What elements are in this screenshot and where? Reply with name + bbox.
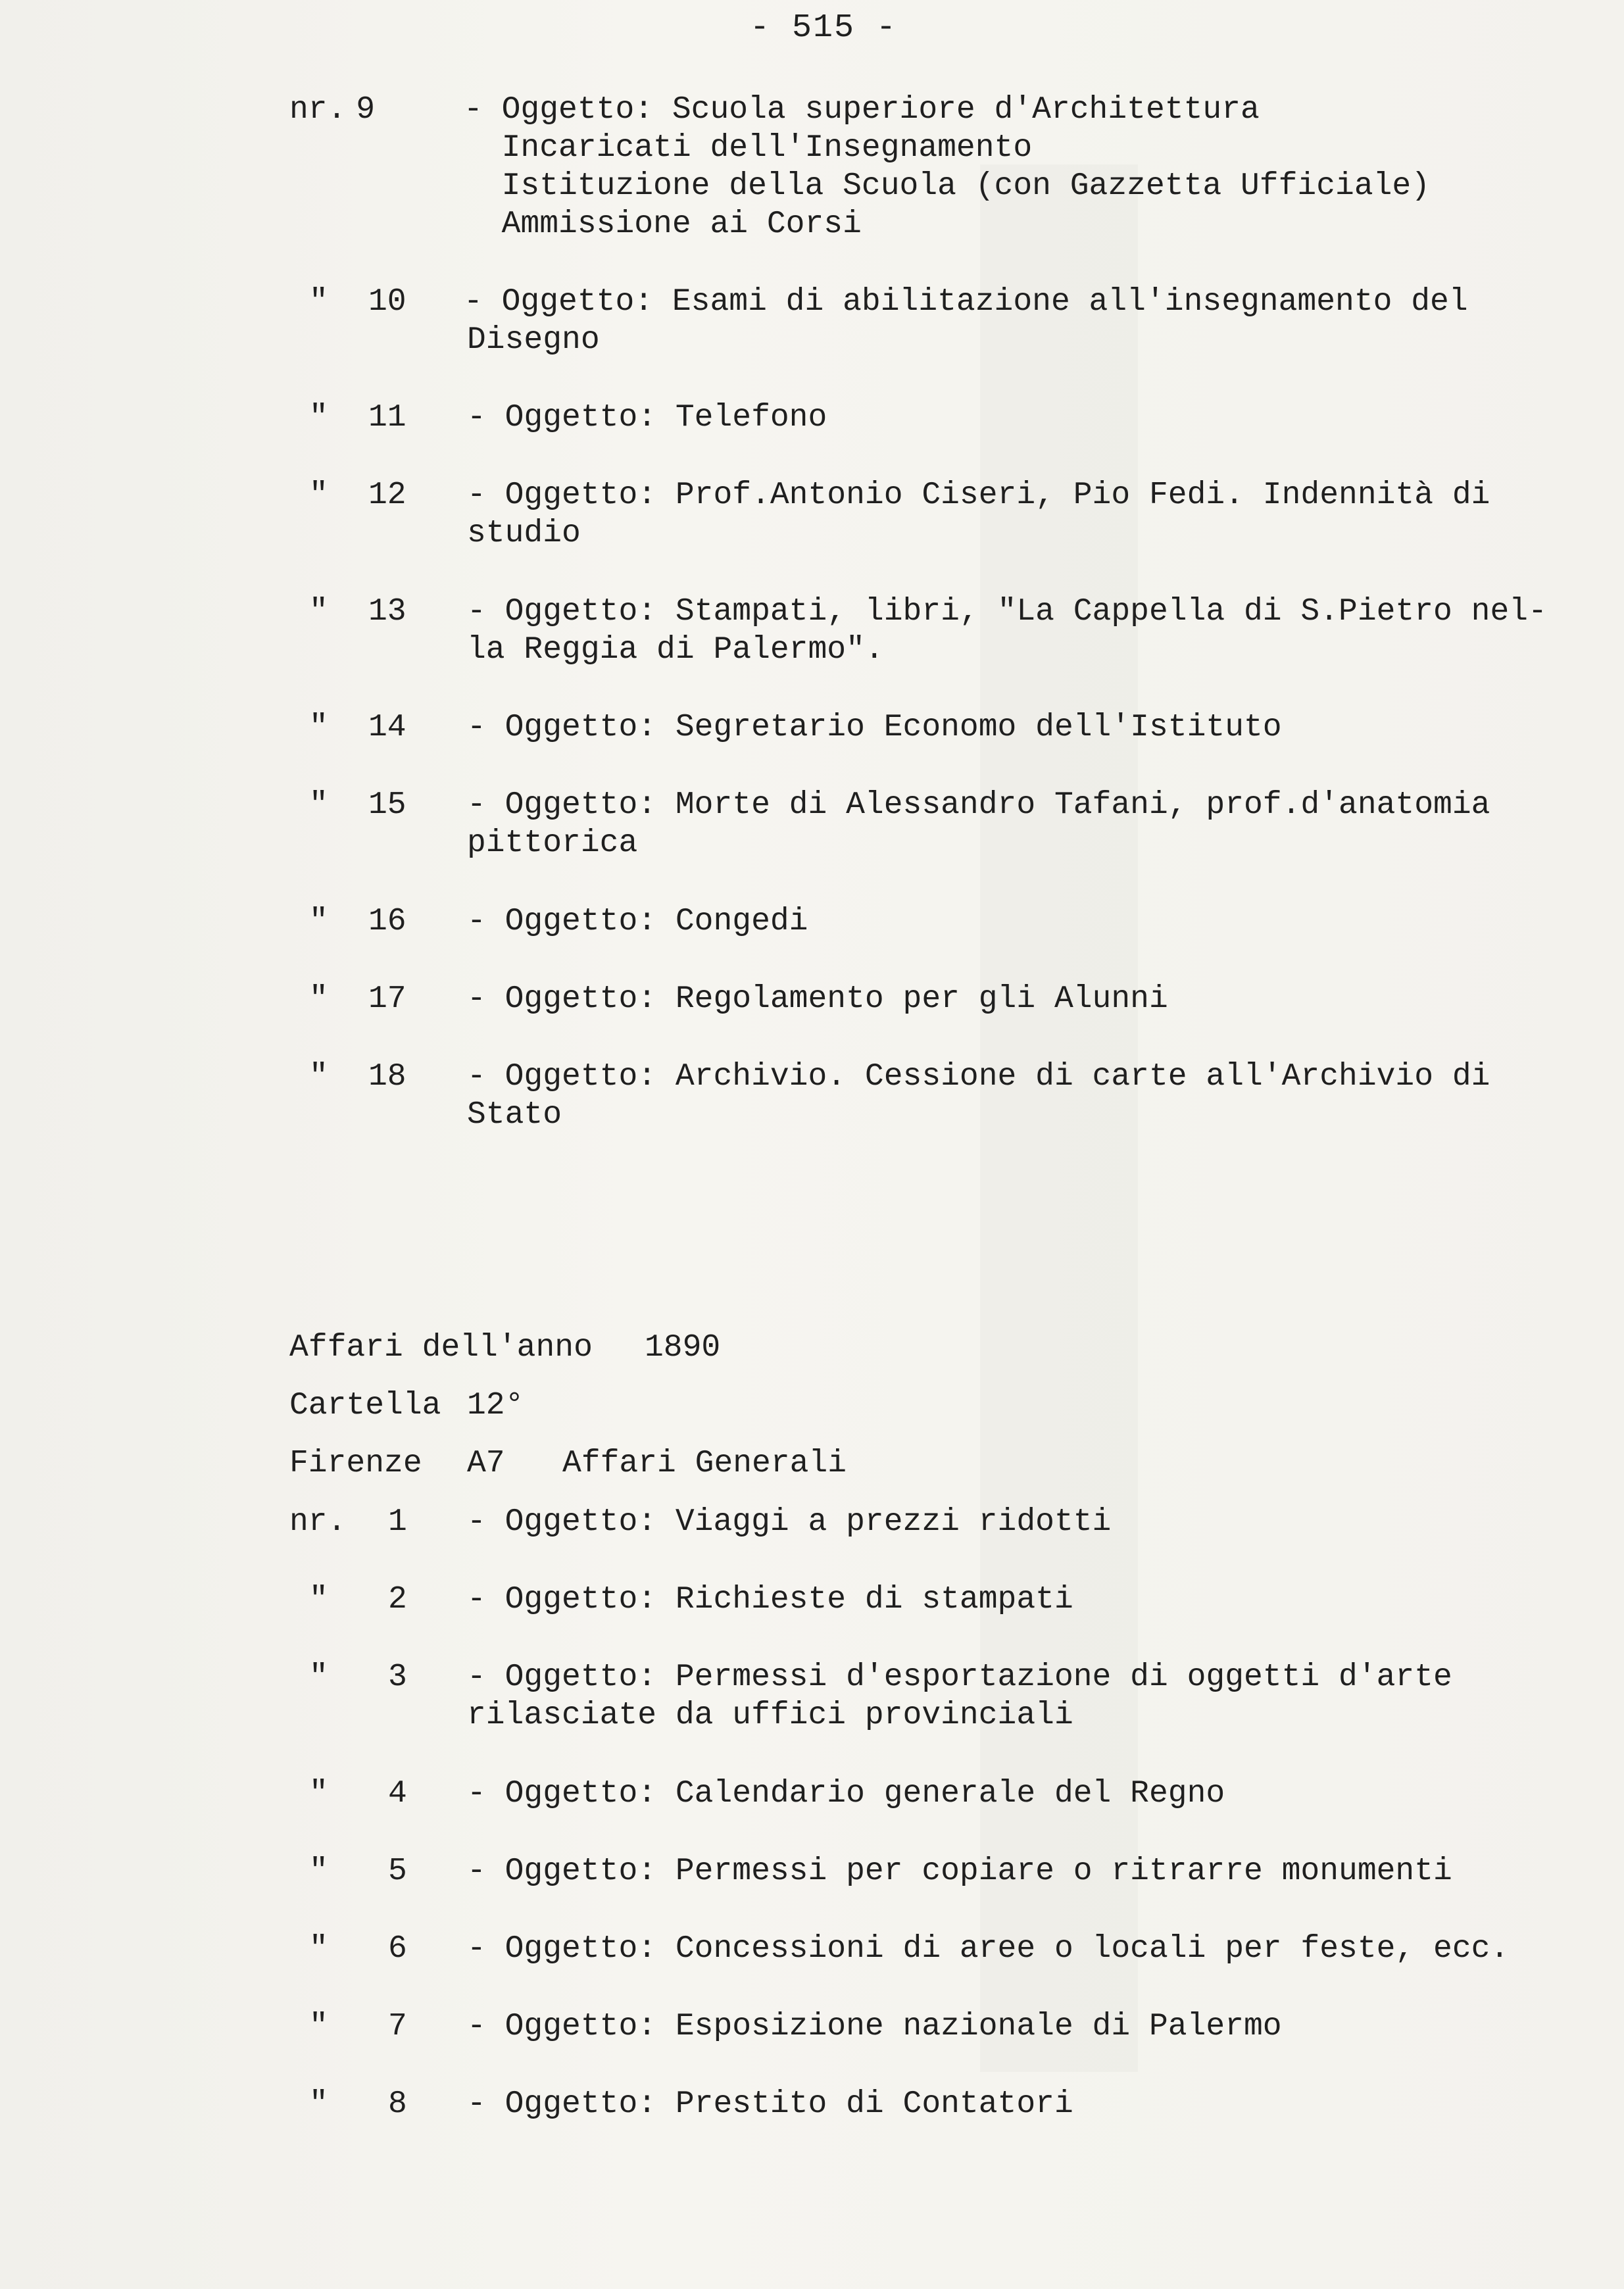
entry-text-line: - Oggetto: Segretario Economo dell'Istituto xyxy=(467,710,1282,745)
entry-marker: " xyxy=(309,1582,328,1617)
entry-text-line: Stato xyxy=(467,1097,562,1133)
entry-number: 4 xyxy=(388,1776,407,1811)
list-item xyxy=(289,708,1572,748)
list-item: nr. 9 - Oggetto: Scuola superiore d'Architettura Incaricati dell'Insegnamento Istituzione della Scuola (con Gazzetta Ufficiale) Ammissione ai Corsi xyxy=(289,92,1431,242)
city-label: Firenze xyxy=(289,1446,422,1481)
entry-marker: " xyxy=(309,981,328,1017)
entry-marker: " xyxy=(309,710,328,745)
entry-text-line: - Oggetto: Richieste di stampati xyxy=(467,1582,1073,1617)
list-item xyxy=(289,476,1572,555)
entry-number: 18 xyxy=(368,1059,406,1095)
category-code: A7 xyxy=(467,1446,505,1481)
list-item xyxy=(289,902,1572,942)
entry-text-line: rilasciate da uffici provinciali xyxy=(467,1698,1073,1733)
folder-label: Cartella xyxy=(289,1388,441,1423)
folder-header xyxy=(289,1387,1079,1426)
entry-number: 2 xyxy=(388,1582,407,1617)
list-item xyxy=(289,283,1572,362)
entry-number: 7 xyxy=(388,2009,407,2044)
list-item xyxy=(289,1852,1572,1892)
entry-marker: " xyxy=(309,1660,328,1695)
entry-marker: " xyxy=(309,2009,328,2044)
entry-text-line: - Oggetto: Scuola superiore d'Architettura xyxy=(464,92,1260,128)
entry-text-line: Istituzione della Scuola (con Gazzetta Ufficiale) xyxy=(464,168,1431,204)
list-item xyxy=(289,1581,1572,1620)
category-name: Affari Generali xyxy=(562,1446,847,1481)
list-item xyxy=(289,593,1605,672)
list-item xyxy=(289,2085,1572,2125)
entry-marker: " xyxy=(309,400,328,435)
year-label: Affari dell'anno xyxy=(289,1330,593,1366)
category-header xyxy=(289,1444,1210,1484)
entry-text-line: - Oggetto: Esami di abilitazione all'insegnamento del xyxy=(464,284,1468,320)
entry-text-line: - Oggetto: Permessi d'esportazione di oggetti d'arte xyxy=(467,1660,1452,1695)
entry-number: 16 xyxy=(368,904,406,939)
entry-text-line: - Oggetto: Prof.Antonio Ciseri, Pio Fedi. Indennità di xyxy=(467,478,1490,513)
list-item xyxy=(289,980,1572,1020)
folder-value: 12° xyxy=(467,1388,524,1423)
entry-text-line: la Reggia di Palermo". xyxy=(467,632,884,668)
entry-number: 14 xyxy=(368,710,406,745)
entry-number: 12 xyxy=(368,478,406,513)
entry-marker: " xyxy=(309,594,328,629)
entry-text-line: - Oggetto: Regolamento per gli Alunni xyxy=(467,981,1168,1017)
entry-number: 6 xyxy=(388,1931,407,1967)
entry-marker: nr. xyxy=(289,92,347,128)
list-item xyxy=(289,399,1572,438)
entry-marker: " xyxy=(309,1931,328,1967)
entry-number: 5 xyxy=(388,1854,407,1889)
entry-text-line: Disegno xyxy=(467,322,600,358)
entry-number: 13 xyxy=(368,594,406,629)
entry-marker: " xyxy=(309,1776,328,1811)
entry-marker: " xyxy=(309,904,328,939)
entry-number: 17 xyxy=(368,981,406,1017)
entry-number: 11 xyxy=(368,400,406,435)
list-item xyxy=(289,1658,1572,1737)
entry-marker: " xyxy=(309,2086,328,2122)
entry-text-line: Incaricati dell'Insegnamento xyxy=(464,130,1033,166)
entry-text-line: Ammissione ai Corsi xyxy=(464,207,862,242)
page-number: - 515 - xyxy=(750,9,898,47)
entry-marker: " xyxy=(309,787,328,823)
list-item xyxy=(289,1775,1572,1814)
entry-text-line: - Oggetto: Permessi per copiare o ritrarre monumenti xyxy=(467,1854,1452,1889)
entry-text-line: - Oggetto: Morte di Alessandro Tafani, prof.d'anatomia xyxy=(467,787,1490,823)
entry-text-line: - Oggetto: Calendario generale del Regno xyxy=(467,1776,1225,1811)
entry-text-line: - Oggetto: Archivio. Cessione di carte all'Archivio di xyxy=(467,1059,1490,1095)
entry-text-line: - Oggetto: Concessioni di aree o locali per feste, ecc. xyxy=(467,1931,1510,1967)
entry-number: 3 xyxy=(388,1660,407,1695)
entry-text-line: - Oggetto: Stampati, libri, "La Cappella di S.Pietro nel- xyxy=(467,594,1547,629)
entry-marker: nr. xyxy=(289,1504,347,1540)
entry-number: 1 xyxy=(388,1504,407,1540)
entry-marker: " xyxy=(309,284,328,320)
entry-text-line: studio xyxy=(467,516,581,551)
entry-number: 15 xyxy=(368,787,406,823)
entry-text-line: - Oggetto: Esposizione nazionale di Palermo xyxy=(467,2009,1282,2044)
entry-number: 8 xyxy=(388,2086,407,2122)
entry-number: 10 xyxy=(368,284,406,320)
entry-text-line: - Oggetto: Viaggi a prezzi ridotti xyxy=(467,1504,1112,1540)
list-item xyxy=(289,1503,1572,1542)
list-item xyxy=(289,786,1572,865)
year-value: 1890 xyxy=(645,1330,721,1366)
entry-text-line: - Oggetto: Congedi xyxy=(467,904,808,939)
list-item xyxy=(289,1058,1572,1137)
entry-marker: " xyxy=(309,1854,328,1889)
entry-text-line: - Oggetto: Telefono xyxy=(467,400,827,435)
entry-text-line: pittorica xyxy=(467,825,638,861)
year-header xyxy=(289,1329,1079,1368)
list-item xyxy=(289,2007,1572,2047)
entry-text-line: - Oggetto: Prestito di Contatori xyxy=(467,2086,1073,2122)
list-item xyxy=(289,1930,1598,1969)
entry-marker: " xyxy=(309,478,328,513)
entry-marker: " xyxy=(309,1059,328,1095)
